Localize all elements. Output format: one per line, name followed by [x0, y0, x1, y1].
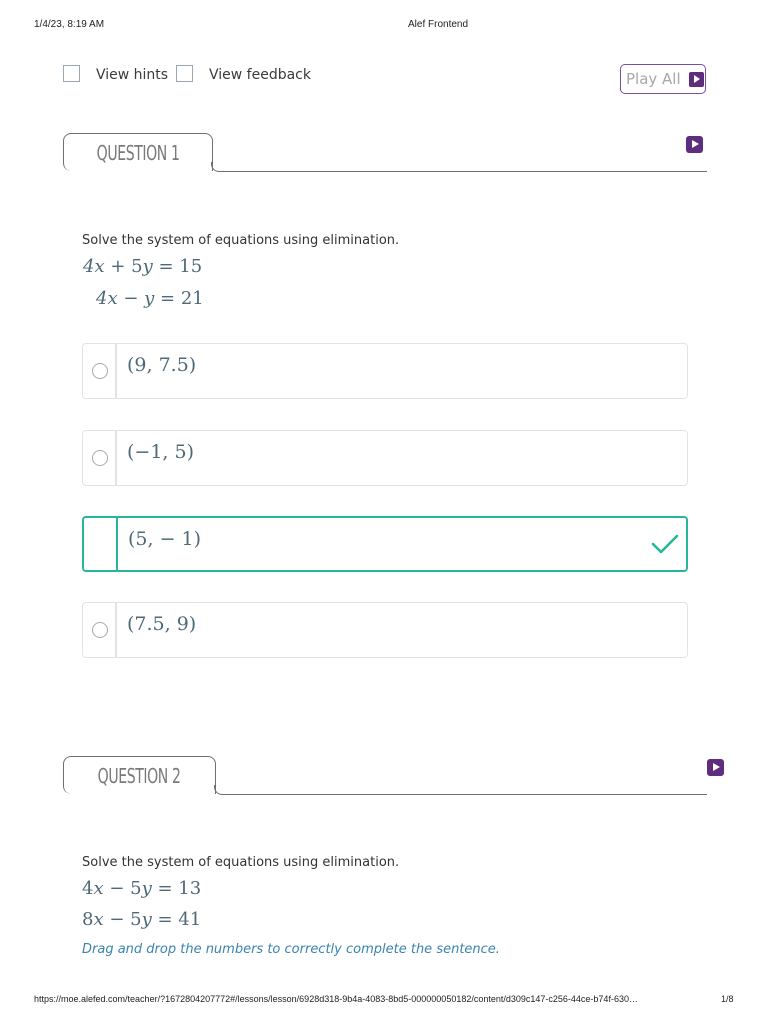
- checkmark-icon: [650, 532, 680, 556]
- question-1-equation-1: 4x + 5y = 15: [83, 256, 203, 277]
- option-4-text: (7.5, 9): [127, 613, 197, 635]
- option-2[interactable]: [82, 430, 688, 486]
- radio-icon[interactable]: [92, 622, 108, 638]
- question-1-divider: [220, 171, 707, 173]
- question-1-equation-2: 4x − y = 21: [96, 288, 204, 309]
- question-1-tab: [63, 133, 213, 171]
- option-2-text: (−1, 5): [127, 441, 195, 463]
- question-2-divider: [223, 794, 707, 796]
- question-1-prompt: Solve the system of equations using elimination.: [82, 233, 400, 248]
- option-4[interactable]: [82, 602, 688, 658]
- option-3-correct[interactable]: [82, 516, 688, 572]
- print-datetime: 1/4/23, 8:19 AM: [34, 19, 105, 30]
- question-2-prompt: Solve the system of equations using elimination.: [82, 855, 400, 870]
- view-feedback-checkbox[interactable]: [176, 65, 193, 82]
- option-divider: [115, 344, 117, 398]
- view-hints-checkbox[interactable]: [63, 65, 80, 82]
- play-all-button[interactable]: [620, 64, 706, 94]
- option-1-text: (9, 7.5): [127, 354, 197, 376]
- radio-icon[interactable]: [92, 450, 108, 466]
- question-2-instruction: Drag and drop the numbers to correctly complete the sentence.: [82, 942, 500, 957]
- radio-icon[interactable]: [92, 363, 108, 379]
- view-hints-label[interactable]: View hints: [96, 67, 169, 83]
- option-divider: [116, 518, 118, 570]
- question-1-label: QUESTION 1: [96, 140, 180, 165]
- print-url: https://moe.alefed.com/teacher/?1672804207772#/lessons/lesson/6928d318-9b4a-4083-8bd5-000000050182/content/d309c147-c256-44ce-b74f-630…: [34, 994, 638, 1004]
- question-2-play-icon[interactable]: [707, 759, 724, 776]
- option-3-text: (5, − 1): [128, 528, 202, 550]
- print-page-number: 1/8: [721, 994, 734, 1004]
- question-2-label: QUESTION 2: [98, 763, 181, 788]
- option-divider: [115, 431, 117, 485]
- question-2-equation-2: 8x − 5y = 41: [82, 909, 202, 930]
- question-2-equation-1: 4x − 5y = 13: [82, 878, 202, 899]
- question-1-play-icon[interactable]: [686, 136, 703, 153]
- print-title: Alef Frontend: [408, 19, 469, 30]
- view-feedback-label[interactable]: View feedback: [209, 67, 311, 83]
- play-all-label: Play All: [626, 70, 681, 88]
- option-divider: [115, 603, 117, 657]
- question-2-tab: [63, 756, 216, 794]
- option-1[interactable]: [82, 343, 688, 399]
- play-icon: [689, 72, 704, 87]
